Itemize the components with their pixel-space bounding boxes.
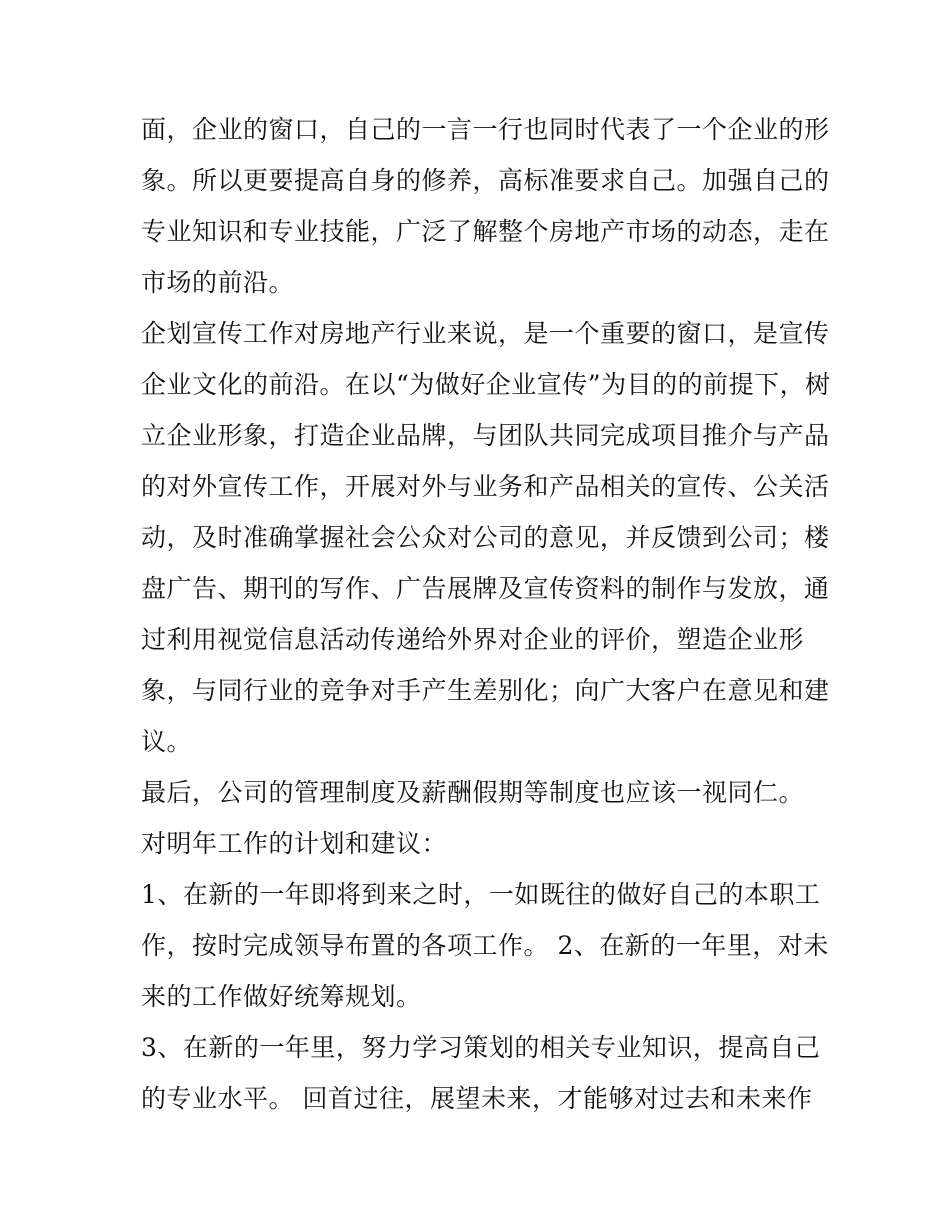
text-line: 对明年工作的计划和建议： (141, 829, 448, 858)
text-line: 面，企业的窗口，自己的一言一行也同时代表了一个企业的形 (141, 115, 830, 144)
text-line: 最后，公司的管理制度及薪酬假期等制度也应该一视同仁。 (141, 778, 805, 807)
text-line: 市场的前沿。 (141, 268, 295, 297)
text-line: 企业文化的前沿。在以“为做好企业宣传”为目的的前提下，树 (141, 370, 831, 399)
document-body (141, 104, 831, 1124)
text-line: 议。 (141, 727, 193, 756)
text-line: 盘广告、期刊的写作、广告展牌及宣传资料的制作与发放，通 (141, 574, 830, 603)
text-line: 来的工作做好统筹规划。 (141, 982, 422, 1011)
text-line: 动，及时准确掌握社会公众对公司的意见，并反馈到公司；楼 (141, 523, 830, 552)
text-line: 专业知识和专业技能，广泛了解整个房地产市场的动态，走在 (141, 217, 830, 246)
text-line: 的专业水平。 回首过往，展望未来，才能够对过去和未来作 (141, 1084, 813, 1113)
text-line: 企划宣传工作对房地产行业来说，是一个重要的窗口，是宣传 (141, 319, 830, 348)
text-line: 过利用视觉信息活动传递给外界对企业的评价，塑造企业形 (141, 625, 805, 654)
text-line: 3、在新的一年里，努力学习策划的相关专业知识，提高自己 (141, 1033, 821, 1062)
text-line: 象。所以更要提高自身的修养，高标准要求自己。加强自己的 (141, 166, 830, 195)
text-line: 作，按时完成领导布置的各项工作。 2、在新的一年里，对未 (141, 931, 829, 960)
text-line: 象，与同行业的竞争对手产生差别化；向广大客户在意见和建 (141, 676, 830, 705)
text-line: 的对外宣传工作，开展对外与业务和产品相关的宣传、公关活 (141, 472, 830, 501)
text-line: 立企业形象，打造企业品牌，与团队共同完成项目推介与产品 (141, 421, 830, 450)
text-line: 1、在新的一年即将到来之时，一如既往的做好自己的本职工 (141, 880, 821, 909)
